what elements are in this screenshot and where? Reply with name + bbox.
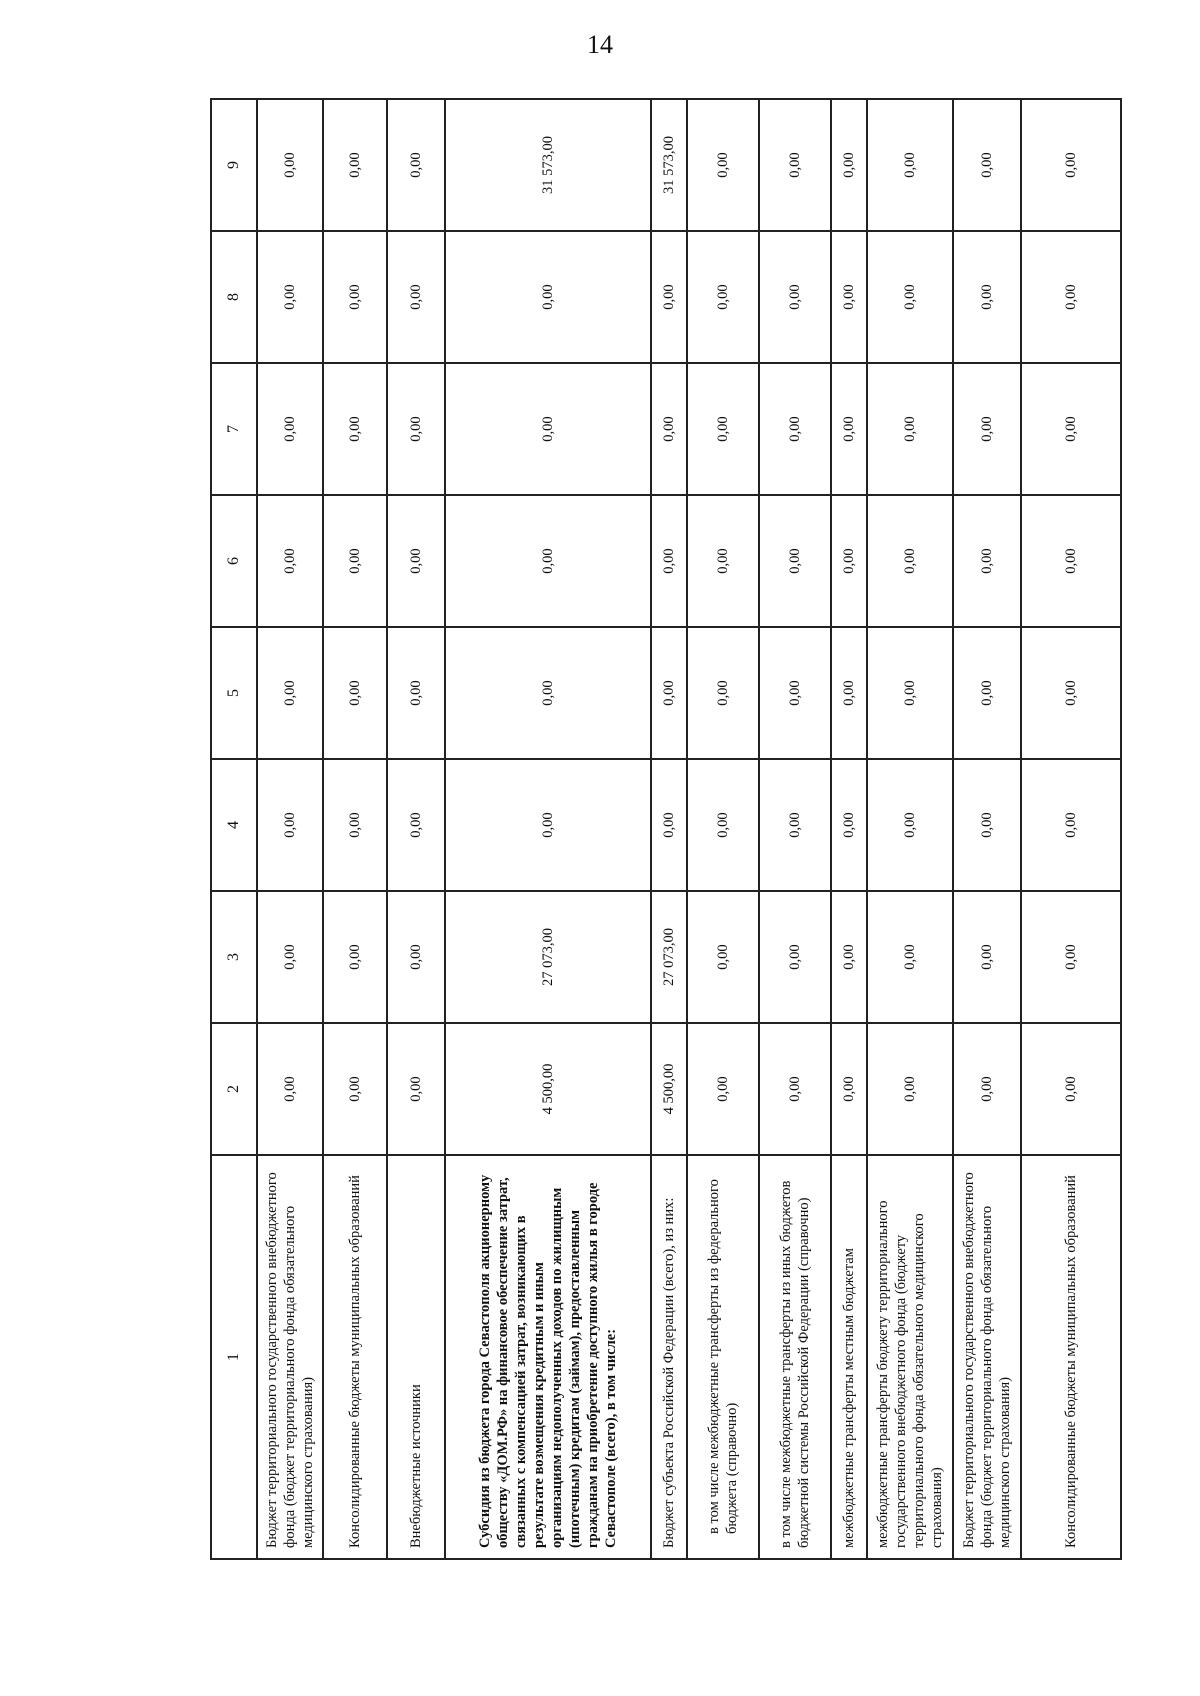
table-row: [831, 99, 867, 1559]
table-cell: 0,00: [759, 1023, 831, 1155]
table-cell: 0,00: [759, 891, 831, 1023]
row-label: Бюджет территориального государственного внебюджетного фонда (бюджет территориального фонда обязательного медицинского страхования): [257, 1155, 323, 1559]
table-cell: 0,00: [323, 627, 387, 759]
table-cell: 0,00: [953, 495, 1021, 627]
table-cell: 0,00: [387, 495, 445, 627]
table-cell: 27 073,00: [651, 891, 687, 1023]
column-header: 8: [211, 231, 257, 363]
row-label: Консолидированные бюджеты муниципальных образований: [323, 1155, 387, 1559]
table-row: [953, 99, 1021, 1559]
table-cell: 0,00: [323, 231, 387, 363]
table-cell: 0,00: [953, 231, 1021, 363]
table-cell: 0,00: [831, 495, 867, 627]
table-cell: 0,00: [387, 627, 445, 759]
table-cell: 0,00: [323, 891, 387, 1023]
table-cell: 0,00: [387, 1023, 445, 1155]
row-label: межбюджетные трансферты бюджету территориального государственного внебюджетного фонда (бюджету территориального фонда обязательного медицинского страхования): [867, 1155, 953, 1559]
table-cell: 0,00: [1021, 99, 1121, 231]
row-label: Бюджет территориального государственного внебюджетного фонда (бюджет территориального фонда обязательного медицинского страхования): [953, 1155, 1021, 1559]
column-header: 1: [211, 1155, 257, 1559]
table-cell: 0,00: [257, 231, 323, 363]
table-cell: 0,00: [387, 759, 445, 891]
table-cell: 0,00: [257, 1023, 323, 1155]
table-cell: 0,00: [687, 363, 759, 495]
table-cell: 0,00: [867, 363, 953, 495]
column-header: 3: [211, 891, 257, 1023]
table-cell: 0,00: [387, 363, 445, 495]
table-cell: 0,00: [687, 891, 759, 1023]
table-cell: 0,00: [387, 99, 445, 231]
rotated-table-container: [210, 100, 1120, 1560]
table-cell: 0,00: [867, 1023, 953, 1155]
table-cell: 0,00: [1021, 231, 1121, 363]
table-row: [257, 99, 323, 1559]
table-cell: 0,00: [759, 363, 831, 495]
table-cell: 0,00: [687, 99, 759, 231]
table-cell: 0,00: [651, 627, 687, 759]
table-cell: 4 500,00: [651, 1023, 687, 1155]
table-row: [323, 99, 387, 1559]
table-cell: 0,00: [687, 759, 759, 891]
table-cell: 4 500,00: [445, 1023, 651, 1155]
table-cell: 0,00: [257, 759, 323, 891]
column-header: 5: [211, 627, 257, 759]
table-cell: 0,00: [687, 495, 759, 627]
table-cell: 0,00: [257, 495, 323, 627]
table-cell: 0,00: [867, 627, 953, 759]
row-label: в том числе межбюджетные трансферты из федерального бюджета (справочно): [687, 1155, 759, 1559]
table-cell: 0,00: [867, 759, 953, 891]
column-header: 7: [211, 363, 257, 495]
table-cell: 0,00: [445, 231, 651, 363]
table-cell: 0,00: [867, 891, 953, 1023]
table-cell: 31 573,00: [445, 99, 651, 231]
table-cell: 0,00: [387, 891, 445, 1023]
table-cell: 0,00: [831, 1023, 867, 1155]
row-label: Бюджет субъекта Российской Федерации (всего), из них:: [651, 1155, 687, 1559]
table-cell: 27 073,00: [445, 891, 651, 1023]
row-label: Внебюджетные источники: [387, 1155, 445, 1559]
table-cell: 0,00: [831, 759, 867, 891]
table-cell: 0,00: [445, 495, 651, 627]
table-cell: 0,00: [831, 891, 867, 1023]
table-cell: 0,00: [759, 231, 831, 363]
table-cell: 0,00: [831, 627, 867, 759]
table-cell: 0,00: [445, 759, 651, 891]
table-cell: 0,00: [953, 99, 1021, 231]
table-cell: 0,00: [953, 759, 1021, 891]
table-cell: 0,00: [257, 891, 323, 1023]
table-cell: 0,00: [759, 759, 831, 891]
table-cell: 0,00: [651, 495, 687, 627]
table-cell: 0,00: [759, 495, 831, 627]
table-cell: 0,00: [257, 363, 323, 495]
table-cell: 0,00: [323, 99, 387, 231]
table-cell: 0,00: [953, 627, 1021, 759]
table-cell: 0,00: [1021, 363, 1121, 495]
table-cell: 0,00: [867, 231, 953, 363]
row-label: Консолидированные бюджеты муниципальных образований: [1021, 1155, 1121, 1559]
row-label: Субсидия из бюджета города Севастополя акционерному обществу «ДОМ.РФ» на финансовое обеспечение затрат, связанных с компенсацией затрат, возникающих в результате возмещения кредитным и иным организациям недополученных доходов по жилищным (ипотечным) кредитам (займам), предоставленным гражданам на приобретение доступного жилья в городе Севастополе (всего), в том числе:: [445, 1155, 651, 1559]
page-number: 14: [587, 30, 613, 59]
table-cell: 0,00: [1021, 495, 1121, 627]
table-cell: 0,00: [1021, 627, 1121, 759]
table-cell: 0,00: [1021, 891, 1121, 1023]
column-header: 6: [211, 495, 257, 627]
table-cell: 0,00: [323, 759, 387, 891]
table-cell: 0,00: [387, 231, 445, 363]
table-cell: 0,00: [323, 363, 387, 495]
table-row: [445, 99, 651, 1559]
table-cell: 0,00: [687, 231, 759, 363]
table-cell: 0,00: [953, 891, 1021, 1023]
column-header: 2: [211, 1023, 257, 1155]
table-row: [687, 99, 759, 1559]
table-cell: 0,00: [1021, 1023, 1121, 1155]
table-cell: 0,00: [323, 1023, 387, 1155]
table-cell: 0,00: [651, 363, 687, 495]
table-cell: 0,00: [831, 231, 867, 363]
table-row: [387, 99, 445, 1559]
table-cell: 0,00: [953, 363, 1021, 495]
table-cell: 0,00: [445, 627, 651, 759]
table-cell: 0,00: [257, 99, 323, 231]
column-header: 9: [211, 99, 257, 231]
table-cell: 0,00: [867, 495, 953, 627]
table-row: [651, 99, 687, 1559]
budget-table: [210, 98, 1122, 1560]
table-cell: 0,00: [651, 231, 687, 363]
table-cell: 0,00: [759, 627, 831, 759]
table-cell: 0,00: [953, 1023, 1021, 1155]
table-cell: 0,00: [687, 1023, 759, 1155]
table-cell: 0,00: [831, 363, 867, 495]
row-label: межбюджетные трансферты местным бюджетам: [831, 1155, 867, 1559]
table-row: [759, 99, 831, 1559]
table-cell: 0,00: [257, 627, 323, 759]
table-cell: 0,00: [323, 495, 387, 627]
table-cell: 0,00: [1021, 759, 1121, 891]
table-cell: 31 573,00: [651, 99, 687, 231]
table-cell: 0,00: [687, 627, 759, 759]
table-cell: 0,00: [831, 99, 867, 231]
column-header: 4: [211, 759, 257, 891]
table-cell: 0,00: [759, 99, 831, 231]
table-cell: 0,00: [445, 363, 651, 495]
row-label: в том числе межбюджетные трансферты из иных бюджетов бюджетной системы Российской Федерации (справочно): [759, 1155, 831, 1559]
table-cell: 0,00: [651, 759, 687, 891]
table-header-row: [211, 99, 257, 1559]
table-row: [1021, 99, 1121, 1559]
table-cell: 0,00: [867, 99, 953, 231]
table-row: [867, 99, 953, 1559]
